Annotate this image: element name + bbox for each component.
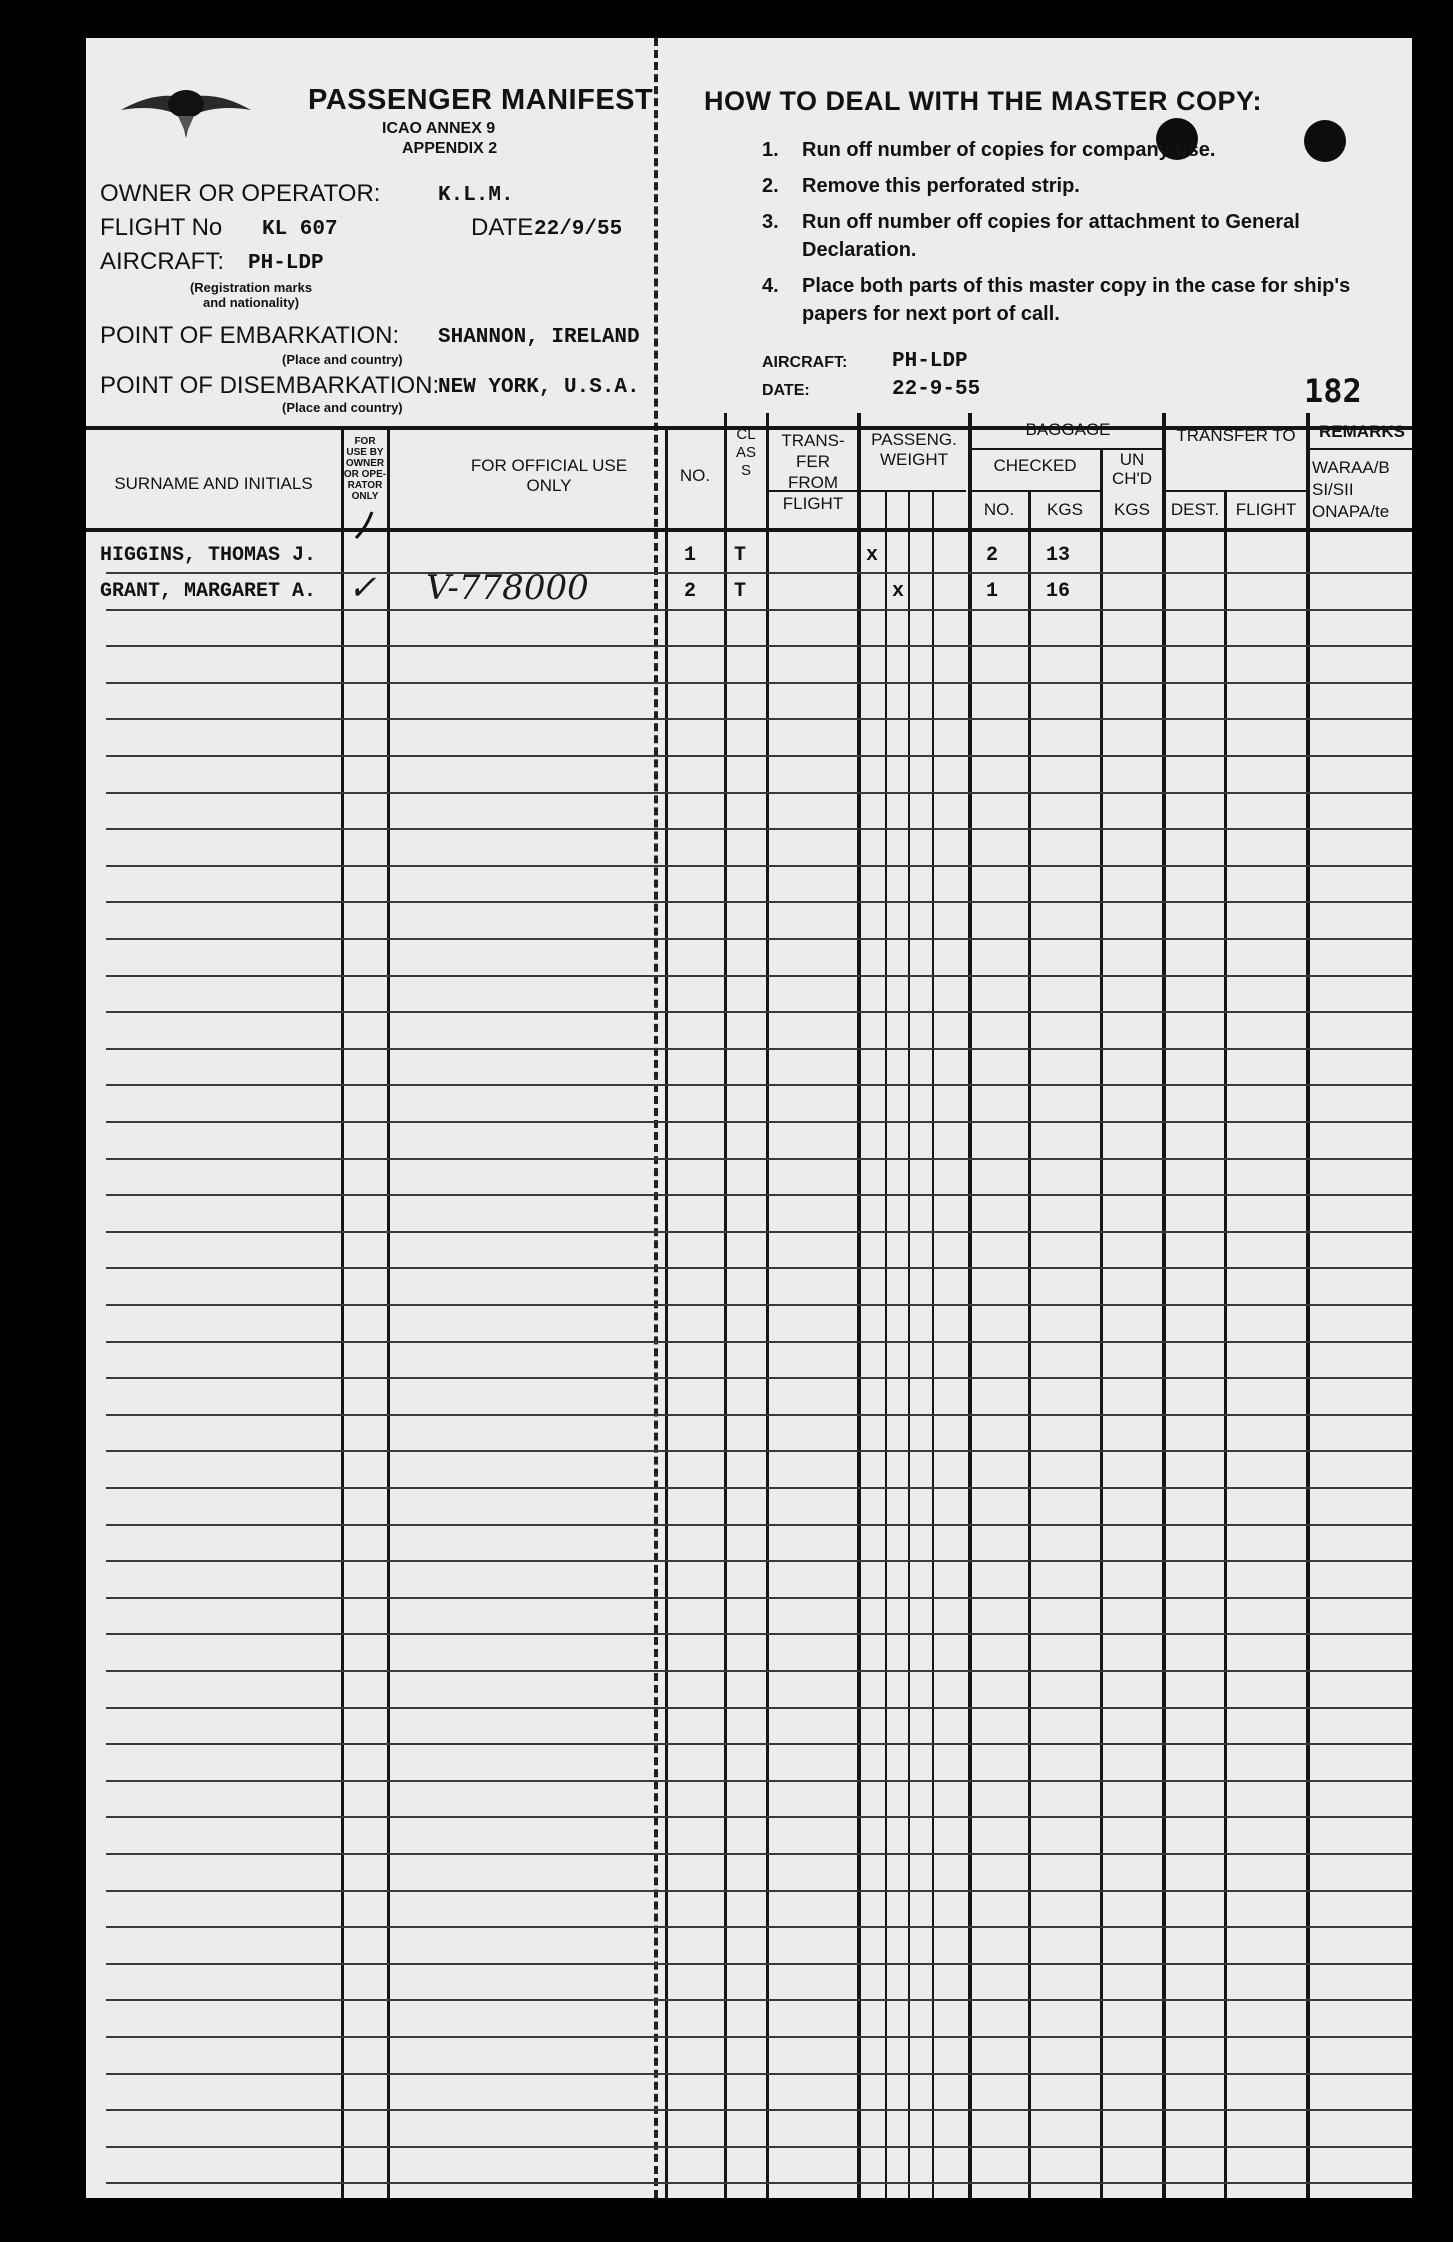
col-header-remarks-sub3: ONAPA/te	[1312, 502, 1390, 521]
embarkation-value: SHANNON, IRELAND	[438, 326, 640, 349]
passenger-no: 2	[684, 580, 697, 603]
passenger-name: GRANT, MARGARET A.	[100, 580, 317, 603]
ruled-line	[106, 792, 1412, 794]
remarks-underline	[1310, 448, 1412, 450]
col-header-remarks-sub2: SI/SII	[1312, 480, 1354, 499]
appendix-label: APPENDIX 2	[402, 140, 498, 157]
ruled-line	[106, 1999, 1412, 2001]
flight-label: FLIGHT No	[100, 214, 223, 241]
col-divider	[1100, 448, 1103, 2198]
ruled-line	[106, 755, 1412, 757]
ruled-line	[106, 2109, 1412, 2111]
instructions-list	[762, 136, 1350, 328]
instruction-item: 3. Run off number off copies for attachment to General	[762, 211, 1300, 233]
col-divider	[885, 490, 887, 2198]
passenger-weight-mark: x	[866, 544, 879, 567]
passenger-weight-mark: x	[892, 580, 905, 603]
checked-underline	[968, 490, 1102, 492]
col-header-checked: CHECKED	[993, 456, 1077, 475]
aircraft-note: (Registration marks and nationality)	[189, 280, 313, 310]
ruled-line	[106, 1743, 1412, 1745]
ruled-line	[106, 1304, 1412, 1306]
passenger-no: 1	[684, 544, 697, 567]
ruled-line	[106, 1414, 1412, 1416]
ruled-line	[106, 1890, 1412, 1892]
passenger-class: T	[734, 580, 747, 603]
ruled-line	[106, 865, 1412, 867]
instructions-date-label: DATE:	[762, 382, 810, 399]
ruled-line	[106, 718, 1412, 720]
passenger-class: T	[734, 544, 747, 567]
ruled-line	[106, 1487, 1412, 1489]
col-header-official: FOR OFFICIAL USE ONLY	[470, 456, 628, 495]
ruled-line	[106, 2146, 1412, 2148]
instruction-item: papers for next port of call.	[802, 303, 1060, 325]
instructions-title: HOW TO DEAL WITH THE MASTER COPY:	[704, 86, 1262, 116]
ruled-line	[106, 1633, 1412, 1635]
ruled-line	[106, 2036, 1412, 2038]
instruction-item: Declaration.	[802, 239, 917, 261]
ruled-line	[106, 1231, 1412, 1233]
col-header-unchd-kgs: KGS	[1114, 500, 1150, 519]
ruled-line	[106, 1341, 1412, 1343]
ruled-line	[106, 1194, 1412, 1196]
col-header-transfer-to: TRANSFER TO	[1176, 426, 1296, 445]
date-label: DATE	[471, 214, 534, 241]
passenger-bag-kgs: 13	[1046, 544, 1071, 567]
col-header-remarks: REMARKS	[1319, 422, 1405, 441]
col-divider	[1224, 490, 1227, 2198]
ruled-line	[106, 975, 1412, 977]
ruled-line	[106, 1560, 1412, 1562]
passenger-official-entry: V-778000	[426, 568, 589, 608]
ruled-line	[106, 1597, 1412, 1599]
ruled-line	[106, 1816, 1412, 1818]
ruled-line	[106, 1926, 1412, 1928]
instruction-item: 2. Remove this perforated strip.	[762, 175, 1080, 197]
col-divider	[387, 428, 390, 2198]
col-divider	[665, 428, 668, 2198]
ruled-line	[106, 828, 1412, 830]
col-header-no: NO.	[679, 466, 711, 485]
flight-value: KL 607	[262, 218, 338, 241]
col-header-unchd: UN CH'D	[1111, 450, 1153, 488]
col-header-checked-kgs: KGS	[1047, 500, 1083, 519]
check-mark-icon	[344, 508, 394, 548]
ruled-line	[106, 1963, 1412, 1965]
ruled-line	[106, 1121, 1412, 1123]
date-value: 22/9/55	[534, 218, 623, 241]
perforated-strip	[654, 38, 658, 2198]
passenger-bag-kgs: 16	[1046, 580, 1071, 603]
ruled-line	[106, 1158, 1412, 1160]
annex-label: ICAO ANNEX 9	[382, 120, 496, 137]
col-header-weight: PASSENG. WEIGHT	[871, 430, 957, 469]
col-header-transfer-from: TRANS- FER FROM FLIGHT	[781, 431, 845, 513]
ruled-line	[106, 2073, 1412, 2075]
ruled-line	[106, 1524, 1412, 1526]
page-number: 182	[1304, 372, 1362, 410]
ruled-line	[106, 1267, 1412, 1269]
ruled-line	[106, 1048, 1412, 1050]
aircraft-label: AIRCRAFT:	[100, 248, 225, 275]
manifest-title: PASSENGER MANIFEST	[308, 84, 654, 116]
col-header-remarks-sub1: WARAA/B	[1312, 458, 1390, 477]
ruled-line	[106, 645, 1412, 647]
ruled-line	[106, 2182, 1412, 2184]
embarkation-note: (Place and country)	[282, 352, 403, 367]
ruled-line	[106, 572, 1412, 574]
disembarkation-note: (Place and country)	[282, 400, 403, 415]
embarkation-label: POINT OF EMBARKATION:	[100, 322, 400, 349]
instructions-date-value: 22-9-55	[892, 378, 981, 401]
klm-wings-logo-icon	[116, 68, 256, 148]
ruled-line	[106, 1011, 1412, 1013]
col-divider	[341, 428, 344, 2198]
col-divider	[1028, 490, 1031, 2198]
col-header-surname: SURNAME AND INITIALS	[114, 474, 313, 493]
aircraft-value: PH-LDP	[248, 252, 324, 275]
col-header-dest: DEST.	[1170, 500, 1220, 519]
col-divider	[908, 490, 910, 2198]
passenger-name: HIGGINS, THOMAS J.	[100, 544, 317, 567]
disembarkation-value: NEW YORK, U.S.A.	[438, 376, 640, 399]
disembarkation-label: POINT OF DISEMBARKATION:	[100, 372, 440, 399]
transfer-underline	[1166, 490, 1306, 492]
ruled-line	[106, 901, 1412, 903]
instructions-aircraft-label: AIRCRAFT:	[762, 354, 848, 371]
passenger-bag-no: 2	[986, 544, 999, 567]
col-header-class: CLASS	[736, 426, 757, 479]
manifest-sheet	[86, 38, 1412, 2198]
passenger-bag-no: 1	[986, 580, 999, 603]
instruction-item: 4. Place both parts of this master copy in the case for ship's	[762, 275, 1351, 297]
passenger-owner-mark: ✓	[348, 568, 377, 608]
instruction-item: 1. Run off number of copies for company use.	[762, 139, 1216, 161]
col-header-baggage: BAGGAGE	[1025, 420, 1111, 439]
owner-value: K.L.M.	[438, 184, 514, 207]
ruled-line	[106, 1670, 1412, 1672]
col-header-owner-use: FOR USE BY OWNER OR OPE- RATOR ONLY	[343, 436, 387, 502]
col-divider	[932, 490, 934, 2198]
ruled-line	[106, 682, 1412, 684]
ruled-line	[106, 1780, 1412, 1782]
ruled-line	[106, 1853, 1412, 1855]
ruled-line	[106, 1377, 1412, 1379]
ruled-line	[106, 1707, 1412, 1709]
ruled-line	[106, 1084, 1412, 1086]
ruled-line	[106, 609, 1412, 611]
ruled-line	[106, 1450, 1412, 1452]
col-header-checked-no: NO.	[983, 500, 1015, 519]
owner-label: OWNER OR OPERATOR:	[100, 180, 381, 207]
ruled-line	[106, 938, 1412, 940]
column-header-separator	[86, 528, 1412, 532]
instructions-aircraft-value: PH-LDP	[892, 350, 968, 373]
col-header-flight: FLIGHT	[1235, 500, 1297, 519]
